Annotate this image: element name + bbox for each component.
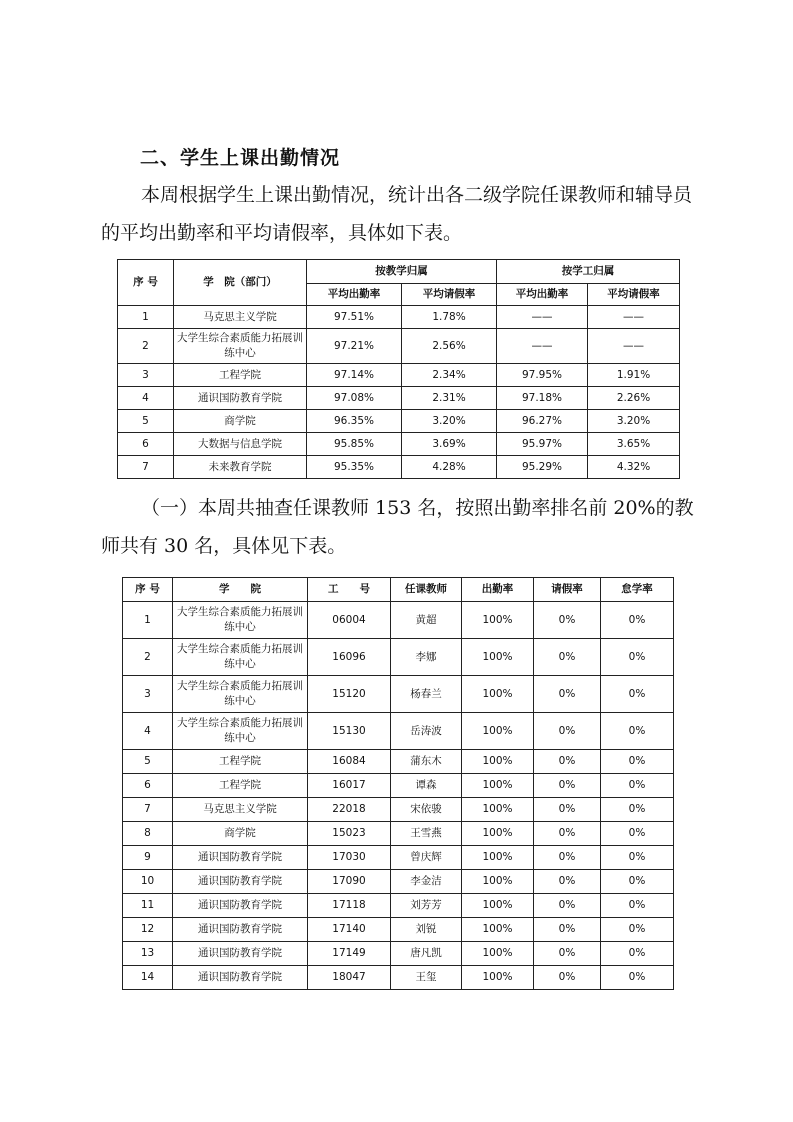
row-number: 6 <box>118 433 174 456</box>
row-number: 4 <box>118 387 174 410</box>
leave-rate: 0% <box>534 966 601 990</box>
attendance-rate: 100% <box>462 750 534 774</box>
attendance-rate: 100% <box>462 676 534 713</box>
staff-id: 16017 <box>308 774 391 798</box>
leave-rate: 0% <box>534 602 601 639</box>
college-name: 大学生综合素质能力拓展训练中心 <box>173 676 308 713</box>
table-row <box>123 966 674 990</box>
leave-rate: 0% <box>534 870 601 894</box>
absence-rate: 0% <box>601 798 674 822</box>
intro-paragraph: 本周根据学生上课出勤情况，统计出各二级学院任课教师和辅导员的平均出勤率和平均请假率，具体如下表。 <box>101 184 693 244</box>
absence-rate: 0% <box>601 846 674 870</box>
teacher-name: 刘锐 <box>391 918 462 942</box>
attendance-rate: 100% <box>462 966 534 990</box>
teacher-name: 曾庆辉 <box>391 846 462 870</box>
college-name: 大学生综合素质能力拓展训练中心 <box>173 602 308 639</box>
staff-id: 22018 <box>308 798 391 822</box>
teaching-leave: 2.56% <box>402 329 497 364</box>
staff-id: 18047 <box>308 966 391 990</box>
header-staff-id: 工 号 <box>308 578 391 602</box>
absence-rate: 0% <box>601 870 674 894</box>
table-row <box>123 894 674 918</box>
staff-attendance: 95.29% <box>497 456 588 479</box>
attendance-rate: 100% <box>462 713 534 750</box>
row-number: 6 <box>123 774 173 798</box>
table-row <box>123 918 674 942</box>
absence-rate: 0% <box>601 966 674 990</box>
college-name: 工程学院 <box>173 750 308 774</box>
absence-rate: 0% <box>601 676 674 713</box>
header-avg-leave: 平均请假率 <box>588 284 680 306</box>
college-name: 未来教育学院 <box>174 456 307 479</box>
teacher-name: 刘芳芳 <box>391 894 462 918</box>
staff-leave: 3.65% <box>588 433 680 456</box>
table-row <box>118 387 680 410</box>
section-heading: 二、学生上课出勤情况 <box>140 147 341 169</box>
teaching-leave: 2.34% <box>402 364 497 387</box>
table-row <box>118 306 680 329</box>
teaching-attendance: 95.35% <box>307 456 402 479</box>
staff-attendance: 97.18% <box>497 387 588 410</box>
row-number: 12 <box>123 918 173 942</box>
row-number: 14 <box>123 966 173 990</box>
table-row <box>118 433 680 456</box>
leave-rate: 0% <box>534 774 601 798</box>
row-number: 1 <box>118 306 174 329</box>
leave-rate: 0% <box>534 918 601 942</box>
staff-id: 15130 <box>308 713 391 750</box>
top-teachers-table <box>122 577 674 990</box>
leave-rate: 0% <box>534 846 601 870</box>
header-number: 序 号 <box>123 578 173 602</box>
absence-rate: 0% <box>601 750 674 774</box>
sampling-paragraph: （一）本周共抽查任课教师 153 名，按照出勤率排名前 20%的教师共有 30 名，具体见下表。 <box>101 497 694 557</box>
table-row <box>118 364 680 387</box>
table-row <box>118 329 680 364</box>
leave-rate: 0% <box>534 713 601 750</box>
row-number: 11 <box>123 894 173 918</box>
absence-rate: 0% <box>601 639 674 676</box>
table-row <box>123 639 674 676</box>
leave-rate: 0% <box>534 942 601 966</box>
header-teacher: 任课教师 <box>391 578 462 602</box>
header-group-student-affairs: 按学工归属 <box>497 260 680 284</box>
teaching-attendance: 97.14% <box>307 364 402 387</box>
table-row <box>123 602 674 639</box>
average-attendance-table <box>117 259 680 479</box>
header-avg-attendance: 平均出勤率 <box>307 284 402 306</box>
header-leave: 请假率 <box>534 578 601 602</box>
table-row <box>123 676 674 713</box>
row-number: 5 <box>118 410 174 433</box>
absence-rate: 0% <box>601 774 674 798</box>
teacher-name: 王玺 <box>391 966 462 990</box>
header-avg-attendance: 平均出勤率 <box>497 284 588 306</box>
table-row <box>118 410 680 433</box>
teaching-attendance: 97.21% <box>307 329 402 364</box>
staff-id: 15120 <box>308 676 391 713</box>
teaching-leave: 3.69% <box>402 433 497 456</box>
table-row <box>123 798 674 822</box>
leave-rate: 0% <box>534 639 601 676</box>
teaching-leave: 3.20% <box>402 410 497 433</box>
college-name: 通识国防教育学院 <box>174 387 307 410</box>
college-name: 通识国防教育学院 <box>173 846 308 870</box>
staff-leave: 3.20% <box>588 410 680 433</box>
staff-id: 06004 <box>308 602 391 639</box>
staff-leave: 2.26% <box>588 387 680 410</box>
absence-rate: 0% <box>601 602 674 639</box>
staff-id: 17140 <box>308 918 391 942</box>
college-name: 通识国防教育学院 <box>173 870 308 894</box>
leave-rate: 0% <box>534 750 601 774</box>
teacher-name: 唐凡凯 <box>391 942 462 966</box>
header-college: 学 院（部门） <box>174 260 307 306</box>
leave-rate: 0% <box>534 798 601 822</box>
header-absence: 怠学率 <box>601 578 674 602</box>
college-name: 工程学院 <box>173 774 308 798</box>
college-name: 大学生综合素质能力拓展训练中心 <box>173 639 308 676</box>
attendance-rate: 100% <box>462 846 534 870</box>
row-number: 5 <box>123 750 173 774</box>
teacher-name: 宋依骏 <box>391 798 462 822</box>
attendance-rate: 100% <box>462 774 534 798</box>
attendance-rate: 100% <box>462 602 534 639</box>
teacher-name: 谭森 <box>391 774 462 798</box>
staff-leave: —— <box>588 306 680 329</box>
college-name: 大学生综合素质能力拓展训练中心 <box>174 329 307 364</box>
row-number: 3 <box>123 676 173 713</box>
absence-rate: 0% <box>601 918 674 942</box>
staff-id: 16096 <box>308 639 391 676</box>
college-name: 商学院 <box>174 410 307 433</box>
teaching-attendance: 97.51% <box>307 306 402 329</box>
staff-attendance: 95.97% <box>497 433 588 456</box>
leave-rate: 0% <box>534 822 601 846</box>
absence-rate: 0% <box>601 822 674 846</box>
teaching-attendance: 97.08% <box>307 387 402 410</box>
table-row <box>118 456 680 479</box>
absence-rate: 0% <box>601 894 674 918</box>
teacher-name: 王雪燕 <box>391 822 462 846</box>
teaching-attendance: 96.35% <box>307 410 402 433</box>
attendance-rate: 100% <box>462 870 534 894</box>
header-attendance: 出勤率 <box>462 578 534 602</box>
teaching-leave: 4.28% <box>402 456 497 479</box>
staff-attendance: —— <box>497 306 588 329</box>
college-name: 商学院 <box>173 822 308 846</box>
staff-attendance: 96.27% <box>497 410 588 433</box>
attendance-rate: 100% <box>462 918 534 942</box>
teacher-name: 李金洁 <box>391 870 462 894</box>
teacher-name: 杨春兰 <box>391 676 462 713</box>
row-number: 3 <box>118 364 174 387</box>
row-number: 13 <box>123 942 173 966</box>
table-row <box>123 942 674 966</box>
teacher-name: 岳涛波 <box>391 713 462 750</box>
college-name: 通识国防教育学院 <box>173 918 308 942</box>
table-row <box>123 822 674 846</box>
row-number: 1 <box>123 602 173 639</box>
row-number: 9 <box>123 846 173 870</box>
leave-rate: 0% <box>534 676 601 713</box>
teacher-name: 蒲东木 <box>391 750 462 774</box>
staff-attendance: 97.95% <box>497 364 588 387</box>
header-group-teaching: 按教学归属 <box>307 260 497 284</box>
table-row <box>123 713 674 750</box>
staff-leave: 1.91% <box>588 364 680 387</box>
college-name: 通识国防教育学院 <box>173 966 308 990</box>
college-name: 马克思主义学院 <box>174 306 307 329</box>
college-name: 工程学院 <box>174 364 307 387</box>
college-name: 大数据与信息学院 <box>174 433 307 456</box>
staff-attendance: —— <box>497 329 588 364</box>
row-number: 7 <box>123 798 173 822</box>
staff-leave: —— <box>588 329 680 364</box>
staff-id: 17030 <box>308 846 391 870</box>
teaching-leave: 1.78% <box>402 306 497 329</box>
attendance-rate: 100% <box>462 822 534 846</box>
teacher-name: 李娜 <box>391 639 462 676</box>
leave-rate: 0% <box>534 894 601 918</box>
staff-id: 17090 <box>308 870 391 894</box>
table-row <box>123 750 674 774</box>
college-name: 马克思主义学院 <box>173 798 308 822</box>
table-row <box>123 774 674 798</box>
attendance-rate: 100% <box>462 894 534 918</box>
attendance-rate: 100% <box>462 798 534 822</box>
table-row <box>123 870 674 894</box>
teacher-name: 黄超 <box>391 602 462 639</box>
attendance-rate: 100% <box>462 942 534 966</box>
row-number: 2 <box>118 329 174 364</box>
staff-id: 17149 <box>308 942 391 966</box>
header-number: 序 号 <box>118 260 174 306</box>
college-name: 通识国防教育学院 <box>173 942 308 966</box>
row-number: 10 <box>123 870 173 894</box>
attendance-rate: 100% <box>462 639 534 676</box>
staff-id: 15023 <box>308 822 391 846</box>
header-avg-leave: 平均请假率 <box>402 284 497 306</box>
header-college: 学 院 <box>173 578 308 602</box>
teaching-leave: 2.31% <box>402 387 497 410</box>
row-number: 2 <box>123 639 173 676</box>
row-number: 7 <box>118 456 174 479</box>
staff-leave: 4.32% <box>588 456 680 479</box>
row-number: 4 <box>123 713 173 750</box>
college-name: 大学生综合素质能力拓展训练中心 <box>173 713 308 750</box>
staff-id: 16084 <box>308 750 391 774</box>
teaching-attendance: 95.85% <box>307 433 402 456</box>
table-row <box>123 846 674 870</box>
absence-rate: 0% <box>601 713 674 750</box>
row-number: 8 <box>123 822 173 846</box>
college-name: 通识国防教育学院 <box>173 894 308 918</box>
absence-rate: 0% <box>601 942 674 966</box>
staff-id: 17118 <box>308 894 391 918</box>
